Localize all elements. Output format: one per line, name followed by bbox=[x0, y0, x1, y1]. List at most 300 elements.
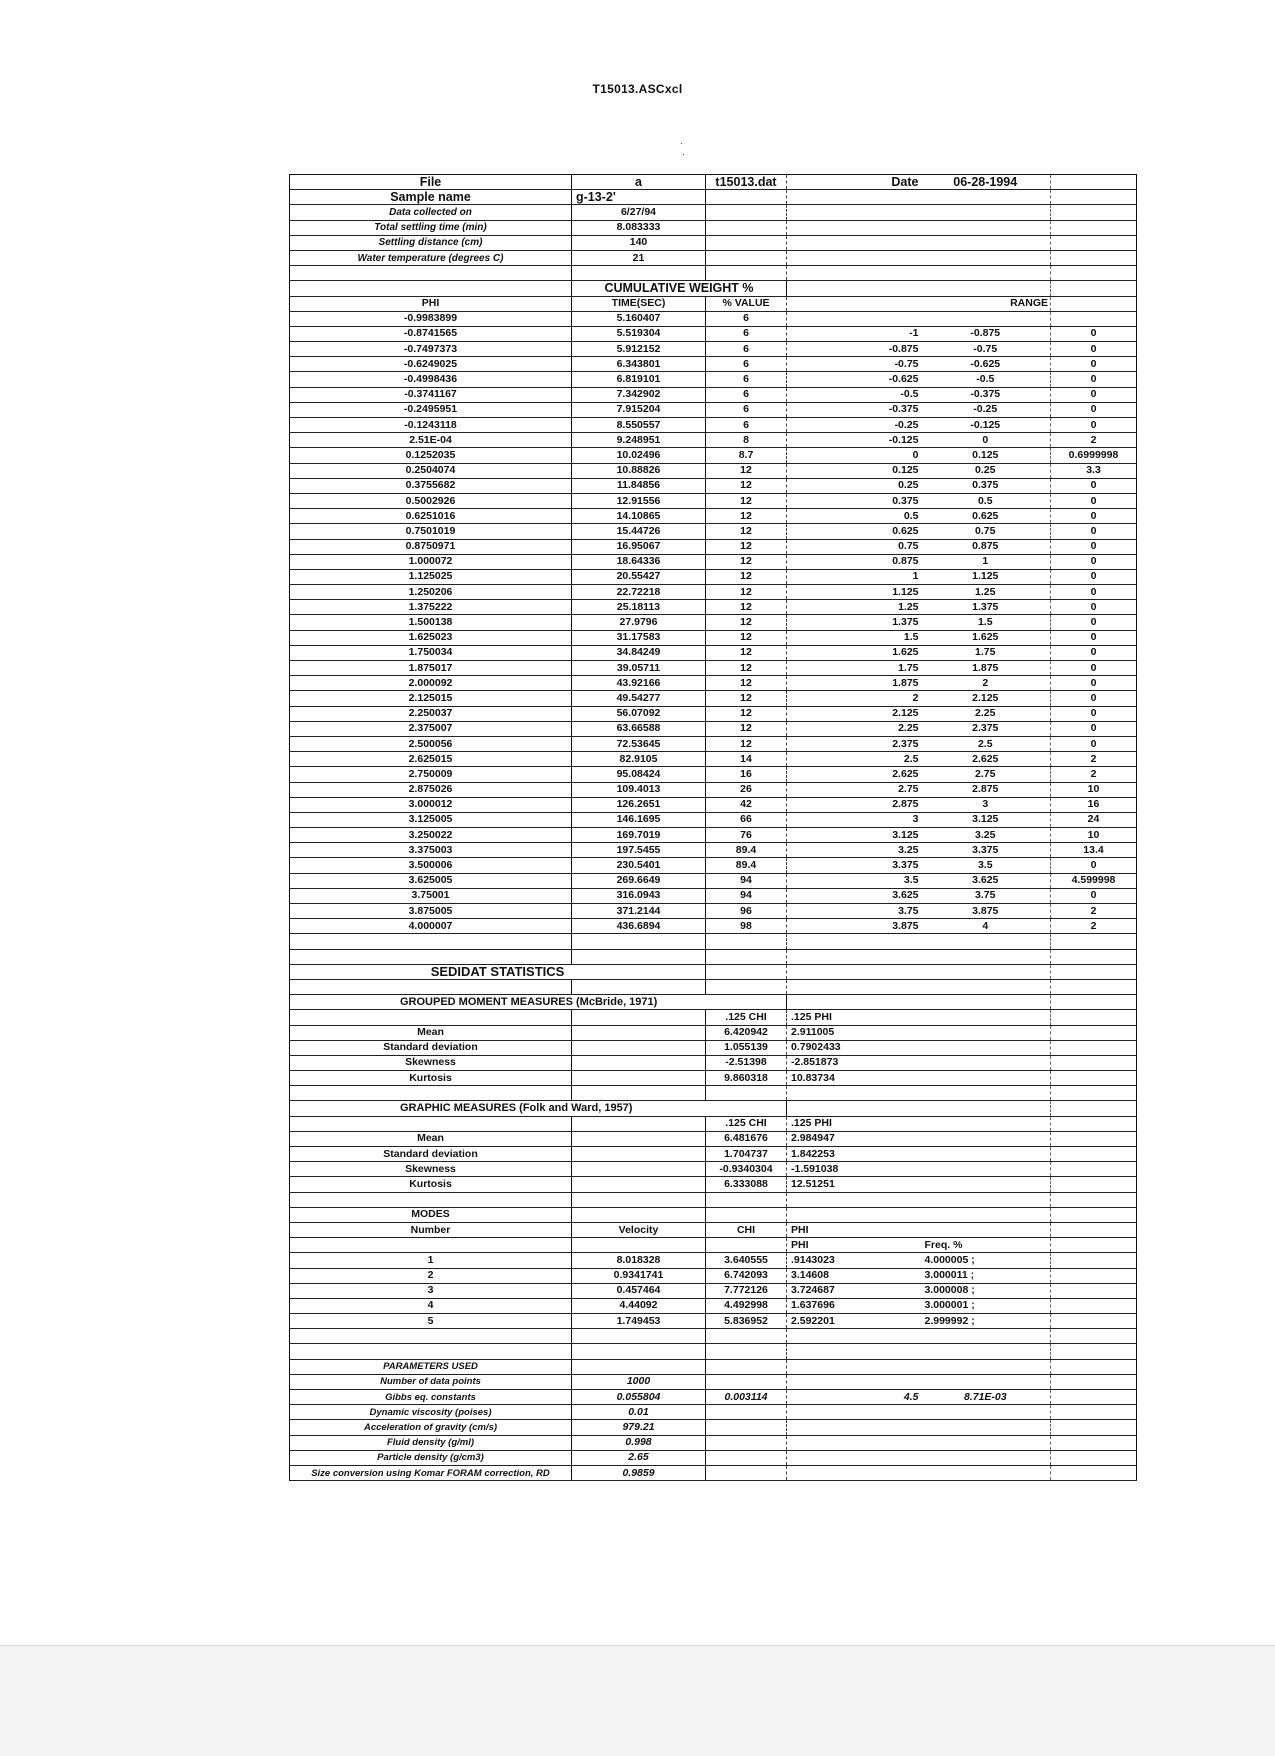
time-value: 14.10865 bbox=[572, 509, 706, 524]
weight-data-row bbox=[290, 433, 1137, 448]
empty-cell bbox=[787, 1207, 921, 1222]
moment-chi-value: 1.055139 bbox=[706, 1040, 787, 1055]
weight-data-row bbox=[290, 539, 1137, 554]
range-to: 3.375 bbox=[921, 843, 1051, 858]
spacer-row bbox=[290, 934, 1137, 949]
empty-cell bbox=[572, 1207, 706, 1222]
individual-value: 0 bbox=[1051, 721, 1137, 736]
range-to: 0.125 bbox=[921, 448, 1051, 463]
time-value: 6.343801 bbox=[572, 357, 706, 372]
cumulative-value: 76 bbox=[706, 828, 787, 843]
parameter-value-4 bbox=[921, 1405, 1051, 1420]
moment-phi-header: .125 PHI bbox=[787, 1010, 921, 1025]
empty-cell bbox=[921, 205, 1051, 220]
data-collected-row bbox=[290, 205, 1137, 220]
range-from: 2 bbox=[787, 691, 921, 706]
cumulative-value: 14 bbox=[706, 752, 787, 767]
weight-data-row bbox=[290, 888, 1137, 903]
range-to: 0.875 bbox=[921, 539, 1051, 554]
parameter-value-2 bbox=[706, 1420, 787, 1435]
weight-data-row bbox=[290, 402, 1137, 417]
weight-data-row bbox=[290, 615, 1137, 630]
empty-cell bbox=[706, 934, 787, 949]
mode-phi: .9143023 bbox=[787, 1253, 921, 1268]
settling-distance-row bbox=[290, 235, 1137, 250]
empty-cell bbox=[1051, 1450, 1137, 1465]
range-to: 3 bbox=[921, 797, 1051, 812]
parameter-value: 0.9859 bbox=[572, 1465, 706, 1480]
parameter-value: 979.21 bbox=[572, 1420, 706, 1435]
cumulative-value: 12 bbox=[706, 478, 787, 493]
range-to: 0.25 bbox=[921, 463, 1051, 478]
statistics-title-row bbox=[290, 964, 1137, 979]
time-value: 63.66588 bbox=[572, 721, 706, 736]
settling-distance-label: Settling distance (cm) bbox=[290, 235, 572, 250]
empty-cell bbox=[1051, 1162, 1137, 1177]
cumulative-value: 12 bbox=[706, 509, 787, 524]
time-value: 7.342902 bbox=[572, 387, 706, 402]
time-value: 22.72218 bbox=[572, 585, 706, 600]
graphic-columns-row bbox=[290, 1116, 1137, 1131]
parameter-label: Particle density (g/cm3) bbox=[290, 1450, 572, 1465]
mode-row bbox=[290, 1253, 1137, 1268]
individual-value: 0 bbox=[1051, 569, 1137, 584]
empty-cell bbox=[921, 949, 1051, 964]
data-collected-value: 6/27/94 bbox=[572, 205, 706, 220]
empty-cell bbox=[1051, 1405, 1137, 1420]
weight-data-row bbox=[290, 372, 1137, 387]
empty-cell bbox=[706, 949, 787, 964]
modes-freq-header: Freq. % bbox=[921, 1238, 1051, 1253]
range-from: 3.5 bbox=[787, 873, 921, 888]
individual-value: 0 bbox=[1051, 402, 1137, 417]
modes-phi-header: PHI bbox=[787, 1222, 921, 1237]
moment-chi-value: 9.860318 bbox=[706, 1071, 787, 1086]
range-from: -0.875 bbox=[787, 342, 921, 357]
phi-value: 1.875017 bbox=[290, 661, 572, 676]
phi-value: -0.4998436 bbox=[290, 372, 572, 387]
individual-value: 0 bbox=[1051, 736, 1137, 751]
weight-data-row bbox=[290, 493, 1137, 508]
range-to: 0.75 bbox=[921, 524, 1051, 539]
empty-cell bbox=[706, 1192, 787, 1207]
phi-value: 1.375222 bbox=[290, 600, 572, 615]
parameter-value-2 bbox=[706, 1435, 787, 1450]
range-to: 0 bbox=[921, 433, 1051, 448]
individual-value: 0 bbox=[1051, 326, 1137, 341]
empty-cell bbox=[290, 934, 572, 949]
graphic-chi-value: 6.333088 bbox=[706, 1177, 787, 1192]
cumulative-value: 12 bbox=[706, 721, 787, 736]
weight-data-row bbox=[290, 736, 1137, 751]
parameter-value-3: 4.5 bbox=[787, 1390, 921, 1405]
mode-number: 3 bbox=[290, 1283, 572, 1298]
parameter-value-2: 0.003114 bbox=[706, 1390, 787, 1405]
range-to: -0.875 bbox=[921, 326, 1051, 341]
phi-value: 3.75001 bbox=[290, 888, 572, 903]
range-to: 1.5 bbox=[921, 615, 1051, 630]
phi-value: -0.1243118 bbox=[290, 418, 572, 433]
time-value: 15.44726 bbox=[572, 524, 706, 539]
individual-value: 0 bbox=[1051, 691, 1137, 706]
cumulative-value: 12 bbox=[706, 645, 787, 660]
mode-velocity: 1.749453 bbox=[572, 1314, 706, 1329]
range-from: 3 bbox=[787, 812, 921, 827]
empty-cell bbox=[572, 1162, 706, 1177]
moment-chi-value: 6.420942 bbox=[706, 1025, 787, 1040]
weight-data-row bbox=[290, 569, 1137, 584]
mode-frequency: 3.000011 ; bbox=[921, 1268, 1051, 1283]
parameter-value-3 bbox=[787, 1420, 921, 1435]
file-letter: a bbox=[572, 175, 706, 190]
mode-frequency: 3.000001 ; bbox=[921, 1298, 1051, 1313]
moment-row bbox=[290, 1071, 1137, 1086]
phi-value: -0.9983899 bbox=[290, 311, 572, 326]
parameter-value-3 bbox=[787, 1465, 921, 1480]
range-to: 2 bbox=[921, 676, 1051, 691]
cumulative-value: 16 bbox=[706, 767, 787, 782]
time-value: 5.519304 bbox=[572, 326, 706, 341]
cumulative-value: 12 bbox=[706, 706, 787, 721]
time-value: 95.08424 bbox=[572, 767, 706, 782]
settling-distance-value: 140 bbox=[572, 235, 706, 250]
weight-data-row bbox=[290, 554, 1137, 569]
empty-cell bbox=[921, 1147, 1051, 1162]
empty-cell bbox=[290, 266, 572, 281]
range-from: 0.25 bbox=[787, 478, 921, 493]
empty-cell bbox=[921, 235, 1051, 250]
range-from: -0.5 bbox=[787, 387, 921, 402]
empty-cell bbox=[572, 1116, 706, 1131]
empty-cell bbox=[787, 949, 921, 964]
range-from: 1.25 bbox=[787, 600, 921, 615]
range-from: 2.25 bbox=[787, 721, 921, 736]
range-from: 2.5 bbox=[787, 752, 921, 767]
range-to: 1.875 bbox=[921, 661, 1051, 676]
empty-cell bbox=[1051, 1344, 1137, 1359]
empty-cell bbox=[572, 1131, 706, 1146]
modes-subcolumns-row bbox=[290, 1238, 1137, 1253]
cumulative-value: 12 bbox=[706, 463, 787, 478]
graphic-phi-value: 12.51251 bbox=[787, 1177, 921, 1192]
time-value: 5.912152 bbox=[572, 342, 706, 357]
mode-velocity: 0.9341741 bbox=[572, 1268, 706, 1283]
empty-cell bbox=[706, 1086, 787, 1101]
mode-velocity: 8.018328 bbox=[572, 1253, 706, 1268]
time-value: 126.2651 bbox=[572, 797, 706, 812]
empty-cell bbox=[921, 1177, 1051, 1192]
individual-value: 0 bbox=[1051, 478, 1137, 493]
time-value: 72.53645 bbox=[572, 736, 706, 751]
cumulative-value: 6 bbox=[706, 357, 787, 372]
parameter-value-4 bbox=[921, 1435, 1051, 1450]
empty-cell bbox=[1051, 1131, 1137, 1146]
date-label: Date bbox=[787, 175, 921, 190]
cumulative-value: 66 bbox=[706, 812, 787, 827]
phi-value: 2.500056 bbox=[290, 736, 572, 751]
parameter-label: Acceleration of gravity (cm/s) bbox=[290, 1420, 572, 1435]
phi-value: -0.6249025 bbox=[290, 357, 572, 372]
empty-cell bbox=[921, 190, 1051, 205]
empty-cell bbox=[290, 979, 572, 994]
time-value: 11.84856 bbox=[572, 478, 706, 493]
phi-value: 3.000012 bbox=[290, 797, 572, 812]
range-to: 2.625 bbox=[921, 752, 1051, 767]
mode-row bbox=[290, 1283, 1137, 1298]
empty-cell bbox=[787, 1329, 921, 1344]
range-to: 0.5 bbox=[921, 493, 1051, 508]
phi-value: -0.2495951 bbox=[290, 402, 572, 417]
moment-measures-title: GROUPED MOMENT MEASURES (McBride, 1971) bbox=[290, 995, 787, 1010]
weight-data-row bbox=[290, 661, 1137, 676]
mode-number: 2 bbox=[290, 1268, 572, 1283]
graphic-label: Skewness bbox=[290, 1162, 572, 1177]
empty-cell bbox=[921, 1101, 1051, 1116]
phi-value: -0.3741167 bbox=[290, 387, 572, 402]
parameter-row bbox=[290, 1405, 1137, 1420]
weight-data-row bbox=[290, 752, 1137, 767]
moment-title-row bbox=[290, 995, 1137, 1010]
parameter-label: Dynamic viscosity (poises) bbox=[290, 1405, 572, 1420]
cumulative-value: 12 bbox=[706, 524, 787, 539]
individual-value: 10 bbox=[1051, 828, 1137, 843]
range-from: 0.375 bbox=[787, 493, 921, 508]
individual-value: 0 bbox=[1051, 600, 1137, 615]
empty-cell bbox=[706, 235, 787, 250]
parameter-value-3 bbox=[787, 1450, 921, 1465]
graphic-measures-title: GRAPHIC MEASURES (Folk and Ward, 1957) bbox=[290, 1101, 787, 1116]
weight-data-row bbox=[290, 721, 1137, 736]
weight-data-row bbox=[290, 843, 1137, 858]
time-value: 25.18113 bbox=[572, 600, 706, 615]
empty-cell bbox=[921, 281, 1051, 296]
parameter-value-3 bbox=[787, 1435, 921, 1450]
water-temp-row bbox=[290, 250, 1137, 265]
empty-cell bbox=[572, 1147, 706, 1162]
weight-data-row bbox=[290, 600, 1137, 615]
individual-value: 10 bbox=[1051, 782, 1137, 797]
empty-cell bbox=[1051, 1420, 1137, 1435]
time-value: 169.7019 bbox=[572, 828, 706, 843]
time-value: 18.64336 bbox=[572, 554, 706, 569]
empty-cell bbox=[572, 1192, 706, 1207]
range-from: 1.75 bbox=[787, 661, 921, 676]
empty-cell bbox=[921, 1010, 1051, 1025]
weight-data-row bbox=[290, 585, 1137, 600]
cumulative-value: 8.7 bbox=[706, 448, 787, 463]
sediment-data-sheet bbox=[289, 174, 1137, 1481]
cumulative-value: 6 bbox=[706, 372, 787, 387]
water-temperature-value: 21 bbox=[572, 250, 706, 265]
individual-value bbox=[1051, 311, 1137, 326]
time-value: 10.02496 bbox=[572, 448, 706, 463]
empty-cell bbox=[572, 1238, 706, 1253]
empty-cell bbox=[787, 1344, 921, 1359]
spacer-row bbox=[290, 1086, 1137, 1101]
time-value: 27.9796 bbox=[572, 615, 706, 630]
graphic-phi-value: 1.842253 bbox=[787, 1147, 921, 1162]
time-value: 56.07092 bbox=[572, 706, 706, 721]
parameter-value-4 bbox=[921, 1420, 1051, 1435]
empty-cell bbox=[1051, 964, 1137, 979]
modes-number-header: Number bbox=[290, 1222, 572, 1237]
empty-cell bbox=[290, 1238, 572, 1253]
empty-cell bbox=[1051, 220, 1137, 235]
moment-chi-value: -2.51398 bbox=[706, 1055, 787, 1070]
empty-cell bbox=[1051, 1222, 1137, 1237]
empty-cell bbox=[572, 934, 706, 949]
empty-cell bbox=[921, 934, 1051, 949]
range-to: -0.75 bbox=[921, 342, 1051, 357]
empty-cell bbox=[1051, 1071, 1137, 1086]
empty-cell bbox=[921, 995, 1051, 1010]
range-from: 2.75 bbox=[787, 782, 921, 797]
time-value: 34.84249 bbox=[572, 645, 706, 660]
range-to: 1 bbox=[921, 554, 1051, 569]
phi-value: 0.3755682 bbox=[290, 478, 572, 493]
range-from: -0.25 bbox=[787, 418, 921, 433]
weight-data-row bbox=[290, 919, 1137, 934]
individual-value: 0 bbox=[1051, 524, 1137, 539]
mode-chi: 3.640555 bbox=[706, 1253, 787, 1268]
mode-frequency: 3.000008 ; bbox=[921, 1283, 1051, 1298]
parameter-value-2 bbox=[706, 1465, 787, 1480]
parameter-value: 0.055804 bbox=[572, 1390, 706, 1405]
mode-chi: 6.742093 bbox=[706, 1268, 787, 1283]
time-value: 82.9105 bbox=[572, 752, 706, 767]
parameter-value-4 bbox=[921, 1374, 1051, 1389]
parameter-value-3 bbox=[787, 1374, 921, 1389]
cumulative-value: 12 bbox=[706, 630, 787, 645]
time-value: 20.55427 bbox=[572, 569, 706, 584]
mode-phi: 1.637696 bbox=[787, 1298, 921, 1313]
weight-data-row bbox=[290, 478, 1137, 493]
parameter-label: Size conversion using Komar FORAM correction, RD bbox=[290, 1465, 572, 1480]
spacer-row bbox=[290, 979, 1137, 994]
range-to: 0.375 bbox=[921, 478, 1051, 493]
cumulative-value: 8 bbox=[706, 433, 787, 448]
empty-cell bbox=[706, 220, 787, 235]
moment-phi-value: 2.911005 bbox=[787, 1025, 921, 1040]
moment-phi-value: 10.83734 bbox=[787, 1071, 921, 1086]
weight-data-row bbox=[290, 676, 1137, 691]
empty-cell bbox=[787, 1101, 921, 1116]
empty-cell bbox=[572, 949, 706, 964]
mode-frequency: 2.999992 ; bbox=[921, 1314, 1051, 1329]
empty-cell bbox=[787, 995, 921, 1010]
cumulative-value: 89.4 bbox=[706, 858, 787, 873]
empty-cell bbox=[706, 964, 787, 979]
empty-cell bbox=[1051, 1177, 1137, 1192]
mode-row bbox=[290, 1314, 1137, 1329]
weight-data-row bbox=[290, 873, 1137, 888]
individual-value: 0 bbox=[1051, 706, 1137, 721]
moment-columns-row bbox=[290, 1010, 1137, 1025]
range-from: 0.625 bbox=[787, 524, 921, 539]
weight-data-row bbox=[290, 630, 1137, 645]
empty-cell bbox=[572, 1010, 706, 1025]
time-value: 7.915204 bbox=[572, 402, 706, 417]
parameter-row bbox=[290, 1465, 1137, 1480]
range-to: -0.25 bbox=[921, 402, 1051, 417]
weight-data-row bbox=[290, 812, 1137, 827]
spacer-row bbox=[290, 1344, 1137, 1359]
empty-cell bbox=[706, 250, 787, 265]
range-to: 2.25 bbox=[921, 706, 1051, 721]
range-from: -0.625 bbox=[787, 372, 921, 387]
empty-cell bbox=[706, 1344, 787, 1359]
graphic-title-row bbox=[290, 1101, 1137, 1116]
mode-row bbox=[290, 1268, 1137, 1283]
cumulative-value: 12 bbox=[706, 676, 787, 691]
time-value: 10.88826 bbox=[572, 463, 706, 478]
mode-chi: 5.836952 bbox=[706, 1314, 787, 1329]
mode-phi: 3.724687 bbox=[787, 1283, 921, 1298]
cumulative-weight-title: CUMULATIVE WEIGHT % bbox=[572, 281, 787, 296]
range-column-header: RANGE bbox=[787, 296, 1051, 311]
parameters-title-row bbox=[290, 1359, 1137, 1374]
empty-cell bbox=[787, 281, 921, 296]
phi-value: 1.500138 bbox=[290, 615, 572, 630]
mode-row bbox=[290, 1298, 1137, 1313]
phi-value: 1.625023 bbox=[290, 630, 572, 645]
phi-value: 1.250206 bbox=[290, 585, 572, 600]
empty-cell bbox=[290, 1192, 572, 1207]
weight-data-row bbox=[290, 858, 1137, 873]
phi-value: 2.375007 bbox=[290, 721, 572, 736]
range-from: 2.125 bbox=[787, 706, 921, 721]
parameter-value: 1000 bbox=[572, 1374, 706, 1389]
settling-time-value: 8.083333 bbox=[572, 220, 706, 235]
empty-cell bbox=[1051, 190, 1137, 205]
cumulative-value: 98 bbox=[706, 919, 787, 934]
empty-cell bbox=[921, 1040, 1051, 1055]
graphic-phi-value: 2.984947 bbox=[787, 1131, 921, 1146]
empty-cell bbox=[1051, 1207, 1137, 1222]
empty-cell bbox=[1051, 1435, 1137, 1450]
range-to: 2.125 bbox=[921, 691, 1051, 706]
phi-value: -0.7497373 bbox=[290, 342, 572, 357]
weight-data-row bbox=[290, 448, 1137, 463]
individual-value: 0 bbox=[1051, 342, 1137, 357]
phi-value: 0.2504074 bbox=[290, 463, 572, 478]
range-to: 1.125 bbox=[921, 569, 1051, 584]
parameter-value-2 bbox=[706, 1405, 787, 1420]
empty-cell bbox=[1051, 205, 1137, 220]
time-value: 197.5455 bbox=[572, 843, 706, 858]
range-from: 3.375 bbox=[787, 858, 921, 873]
phi-column-header: PHI bbox=[290, 296, 572, 311]
time-column-header: TIME(SEC) bbox=[572, 296, 706, 311]
range-to: -0.5 bbox=[921, 372, 1051, 387]
individual-value: 0 bbox=[1051, 630, 1137, 645]
phi-value: 2.000092 bbox=[290, 676, 572, 691]
scan-background bbox=[0, 1645, 1275, 1756]
graphic-chi-value: -0.9340304 bbox=[706, 1162, 787, 1177]
phi-value: 1.750034 bbox=[290, 645, 572, 660]
empty-cell bbox=[921, 1025, 1051, 1040]
settling-time-label: Total settling time (min) bbox=[290, 220, 572, 235]
empty-cell bbox=[787, 220, 921, 235]
cumulative-value: 6 bbox=[706, 326, 787, 341]
individual-value: 0 bbox=[1051, 888, 1137, 903]
cumulative-value: 26 bbox=[706, 782, 787, 797]
spacer-row bbox=[290, 949, 1137, 964]
time-value: 49.54277 bbox=[572, 691, 706, 706]
cumulative-value: 6 bbox=[706, 387, 787, 402]
cumulative-value: 12 bbox=[706, 615, 787, 630]
empty-cell bbox=[706, 979, 787, 994]
